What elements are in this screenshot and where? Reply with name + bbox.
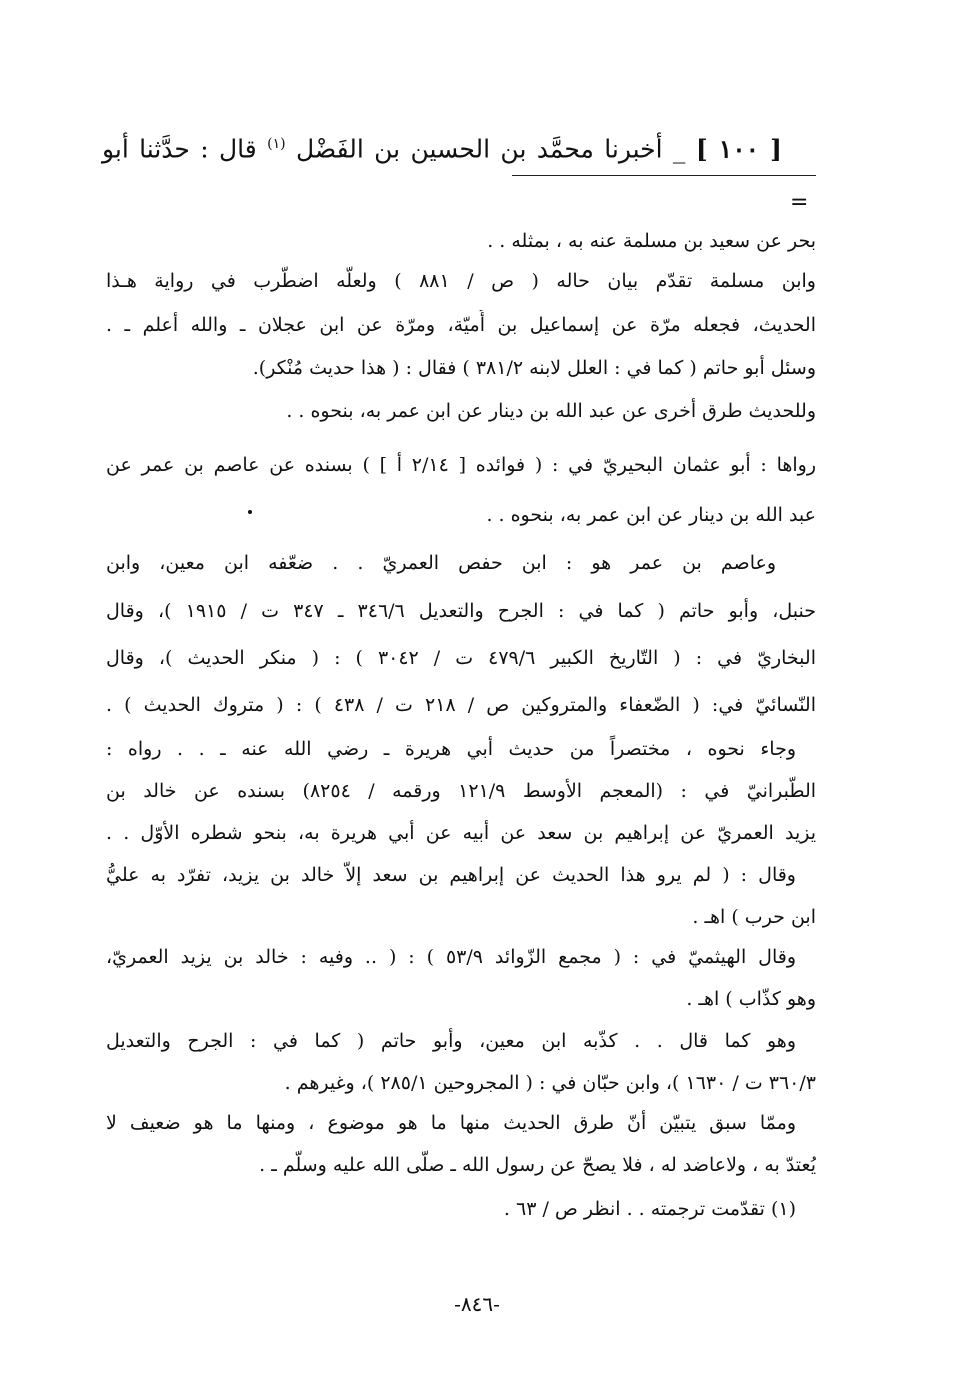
body-line: وسئل أبو حاتم ( كما في : العلل لابنه ٣٨١/٢ ) فقال : ( هذا حديث مُنْكر). xyxy=(252,357,816,379)
body-line: الطّبرانيّ في : (المعجم الأوسط ١٢١/٩ ورقمه / ٨٢٥٤) بسنده عن خالد بن xyxy=(106,780,816,802)
body-line: ٣٦٠/٣ ت / ١٦٣٠ )، وابن حبّان في : ( المجروحين ٢٨٥/١ )، وغيرهم . xyxy=(284,1072,816,1094)
body-line: النّسائيّ في: ( الضّعفاء والمتروكين ص / ٢١٨ ت / ٤٣٨ ) : ( متروك الحديث ) . xyxy=(106,694,816,716)
body-line: وقال الهيثميّ في : ( مجمع الزّوائد ٥٣/٩ ) : ( .. وفيه : خالد بن يزيد العمريّ، xyxy=(106,946,796,968)
footnote-marker: (١) xyxy=(267,136,286,152)
stray-dot xyxy=(248,510,252,514)
body-line: وللحديث طرق أخرى عن عبد الله بن دينار عن ابن عمر به، بنحوه . . xyxy=(286,400,816,422)
body-line: وممّا سبق يتبيّن أنّ طرق الحديث منها ما هو موضوع ، ومنها ما هو ضعيف لا xyxy=(106,1112,796,1134)
body-line: يزيد العمريّ عن إبراهيم بن سعد عن أبيه عن أبي هريرة به، بنحو شطره الأوّل . . xyxy=(106,822,816,844)
body-line: وجاء نحوه ، مختصراً من حديث أبي هريرة ـ رضي الله عنه ـ . . رواه : xyxy=(106,738,796,760)
body-line: وعاصم بن عمر هو : ابن حفص العمريّ . . ضعّفه ابن معين، وابن xyxy=(106,552,776,574)
hadith-heading xyxy=(102,124,782,168)
body-line: ابن حرب ) اهـ . xyxy=(692,906,816,928)
body-line: حنبل، وأبو حاتم ( كما في : الجرح والتعديل ٣٤٦/٦ ـ ٣٤٧ ت / ١٩١٥ )، وقال xyxy=(106,600,816,622)
body-line: وهو كما قال . . كذّبه ابن معين، وأبو حاتم ( كما في : الجرح والتعديل xyxy=(106,1030,796,1052)
body-line: وقال : ( لم يرو هذا الحديث عن إبراهيم بن سعد إلاّ خالد بن يزيد، تفرّد به عليُّ xyxy=(106,864,796,886)
body-line: رواها : أبو عثمان البحيريّ في : ( فوائده [ ٢/١٤ أ ] ) بسنده عن عاصم بن عمر عن xyxy=(106,454,816,476)
footnote-line: (١) تقدّمت ترجمته . . انظر ص / ٦٣ . xyxy=(503,1198,796,1220)
body-line: بحر عن سعيد بن مسلمة عنه به ، بمثله . . xyxy=(487,230,816,252)
hadith-isnad: _ أخبرنا محمَّد بن الحسين بن الفَضْل xyxy=(295,134,686,164)
hadith-number: [ ١٠٠ ] xyxy=(695,134,783,164)
heading-rule xyxy=(512,175,816,176)
continuation-mark: = xyxy=(790,190,809,215)
body-line: يُعتدّ به ، ولاعاضد له ، فلا يصحّ عن رسول الله ـ صلّى الله عليه وسلّم ـ . xyxy=(259,1154,816,1176)
page-number: -٨٤٦- xyxy=(454,1292,500,1316)
body-line: البخاريّ في : ( التّاريخ الكبير ٤٧٩/٦ ت / ٣٠٤٢ ) : ( منكر الحديث )، وقال xyxy=(106,647,816,669)
body-line: وهو كذّاب ) اهـ . xyxy=(686,988,816,1010)
body-line: الحديث، فجعله مرّة عن إسماعيل بن أُميّة، ومرّة عن ابن عجلان ـ والله أعلم ـ . xyxy=(106,314,816,336)
hadith-isnad-rest: قال : حدَّثنا أبو xyxy=(102,134,257,164)
body-line: وابن مسلمة تقدّم بيان حاله ( ص / ٨٨١ ) ولعلّه اضطّرب في رواية هـذا xyxy=(106,270,816,292)
body-line: عبد الله بن دينار عن ابن عمر به، بنحوه . . xyxy=(486,504,816,526)
